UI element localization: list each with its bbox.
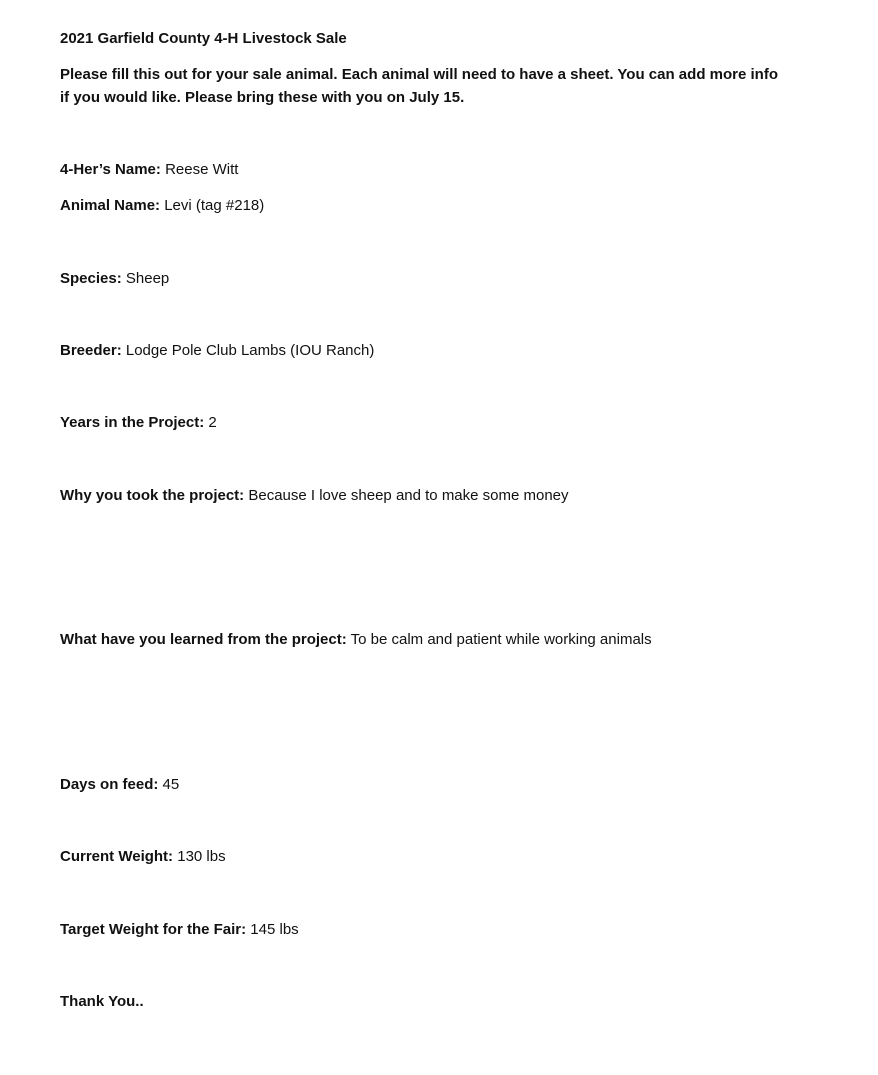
field-value: Levi (tag #218) [164, 197, 265, 214]
field-label: Why you took the project: [60, 487, 245, 504]
field-target-weight [60, 918, 299, 941]
field-value: Lodge Pole Club Lambs (IOU Ranch) [125, 342, 375, 359]
field-learned [60, 628, 652, 651]
field-label: Target Weight for the Fair: [60, 921, 247, 938]
closing-text: Thank You.. [60, 993, 144, 1010]
field-label: Days on feed: [60, 776, 159, 793]
field-current-weight [60, 845, 226, 868]
field-label: 4-Her’s Name: [60, 161, 161, 178]
field-4her-name [60, 158, 238, 181]
field-breeder [60, 339, 374, 362]
field-value: 130 lbs [177, 848, 226, 865]
intro-line-1: Please fill this out for your sale animal. Each animal will need to have a sheet. You can add more info [60, 66, 778, 83]
field-value: 45 [162, 776, 180, 793]
field-value: Because I love sheep and to make some money [248, 487, 569, 504]
field-years [60, 411, 217, 434]
field-value: To be calm and patient while working animals [350, 631, 652, 648]
field-label: Breeder: [60, 342, 122, 359]
page-title: 2021 Garfield County 4-H Livestock Sale [60, 30, 347, 47]
field-why [60, 484, 569, 507]
field-species [60, 267, 169, 290]
field-label: Current Weight: [60, 848, 174, 865]
field-label: Species: [60, 270, 122, 287]
field-label: Animal Name: [60, 197, 161, 214]
field-value: 2 [208, 414, 217, 431]
field-value: Reese Witt [165, 161, 239, 178]
field-days-on-feed [60, 773, 179, 796]
field-value: 145 lbs [250, 921, 299, 938]
field-animal-name [60, 194, 264, 217]
field-label: What have you learned from the project: [60, 631, 347, 648]
field-value: Sheep [125, 270, 170, 287]
intro-line-2: if you would like. Please bring these with you on July 15. [60, 89, 465, 106]
field-label: Years in the Project: [60, 414, 205, 431]
